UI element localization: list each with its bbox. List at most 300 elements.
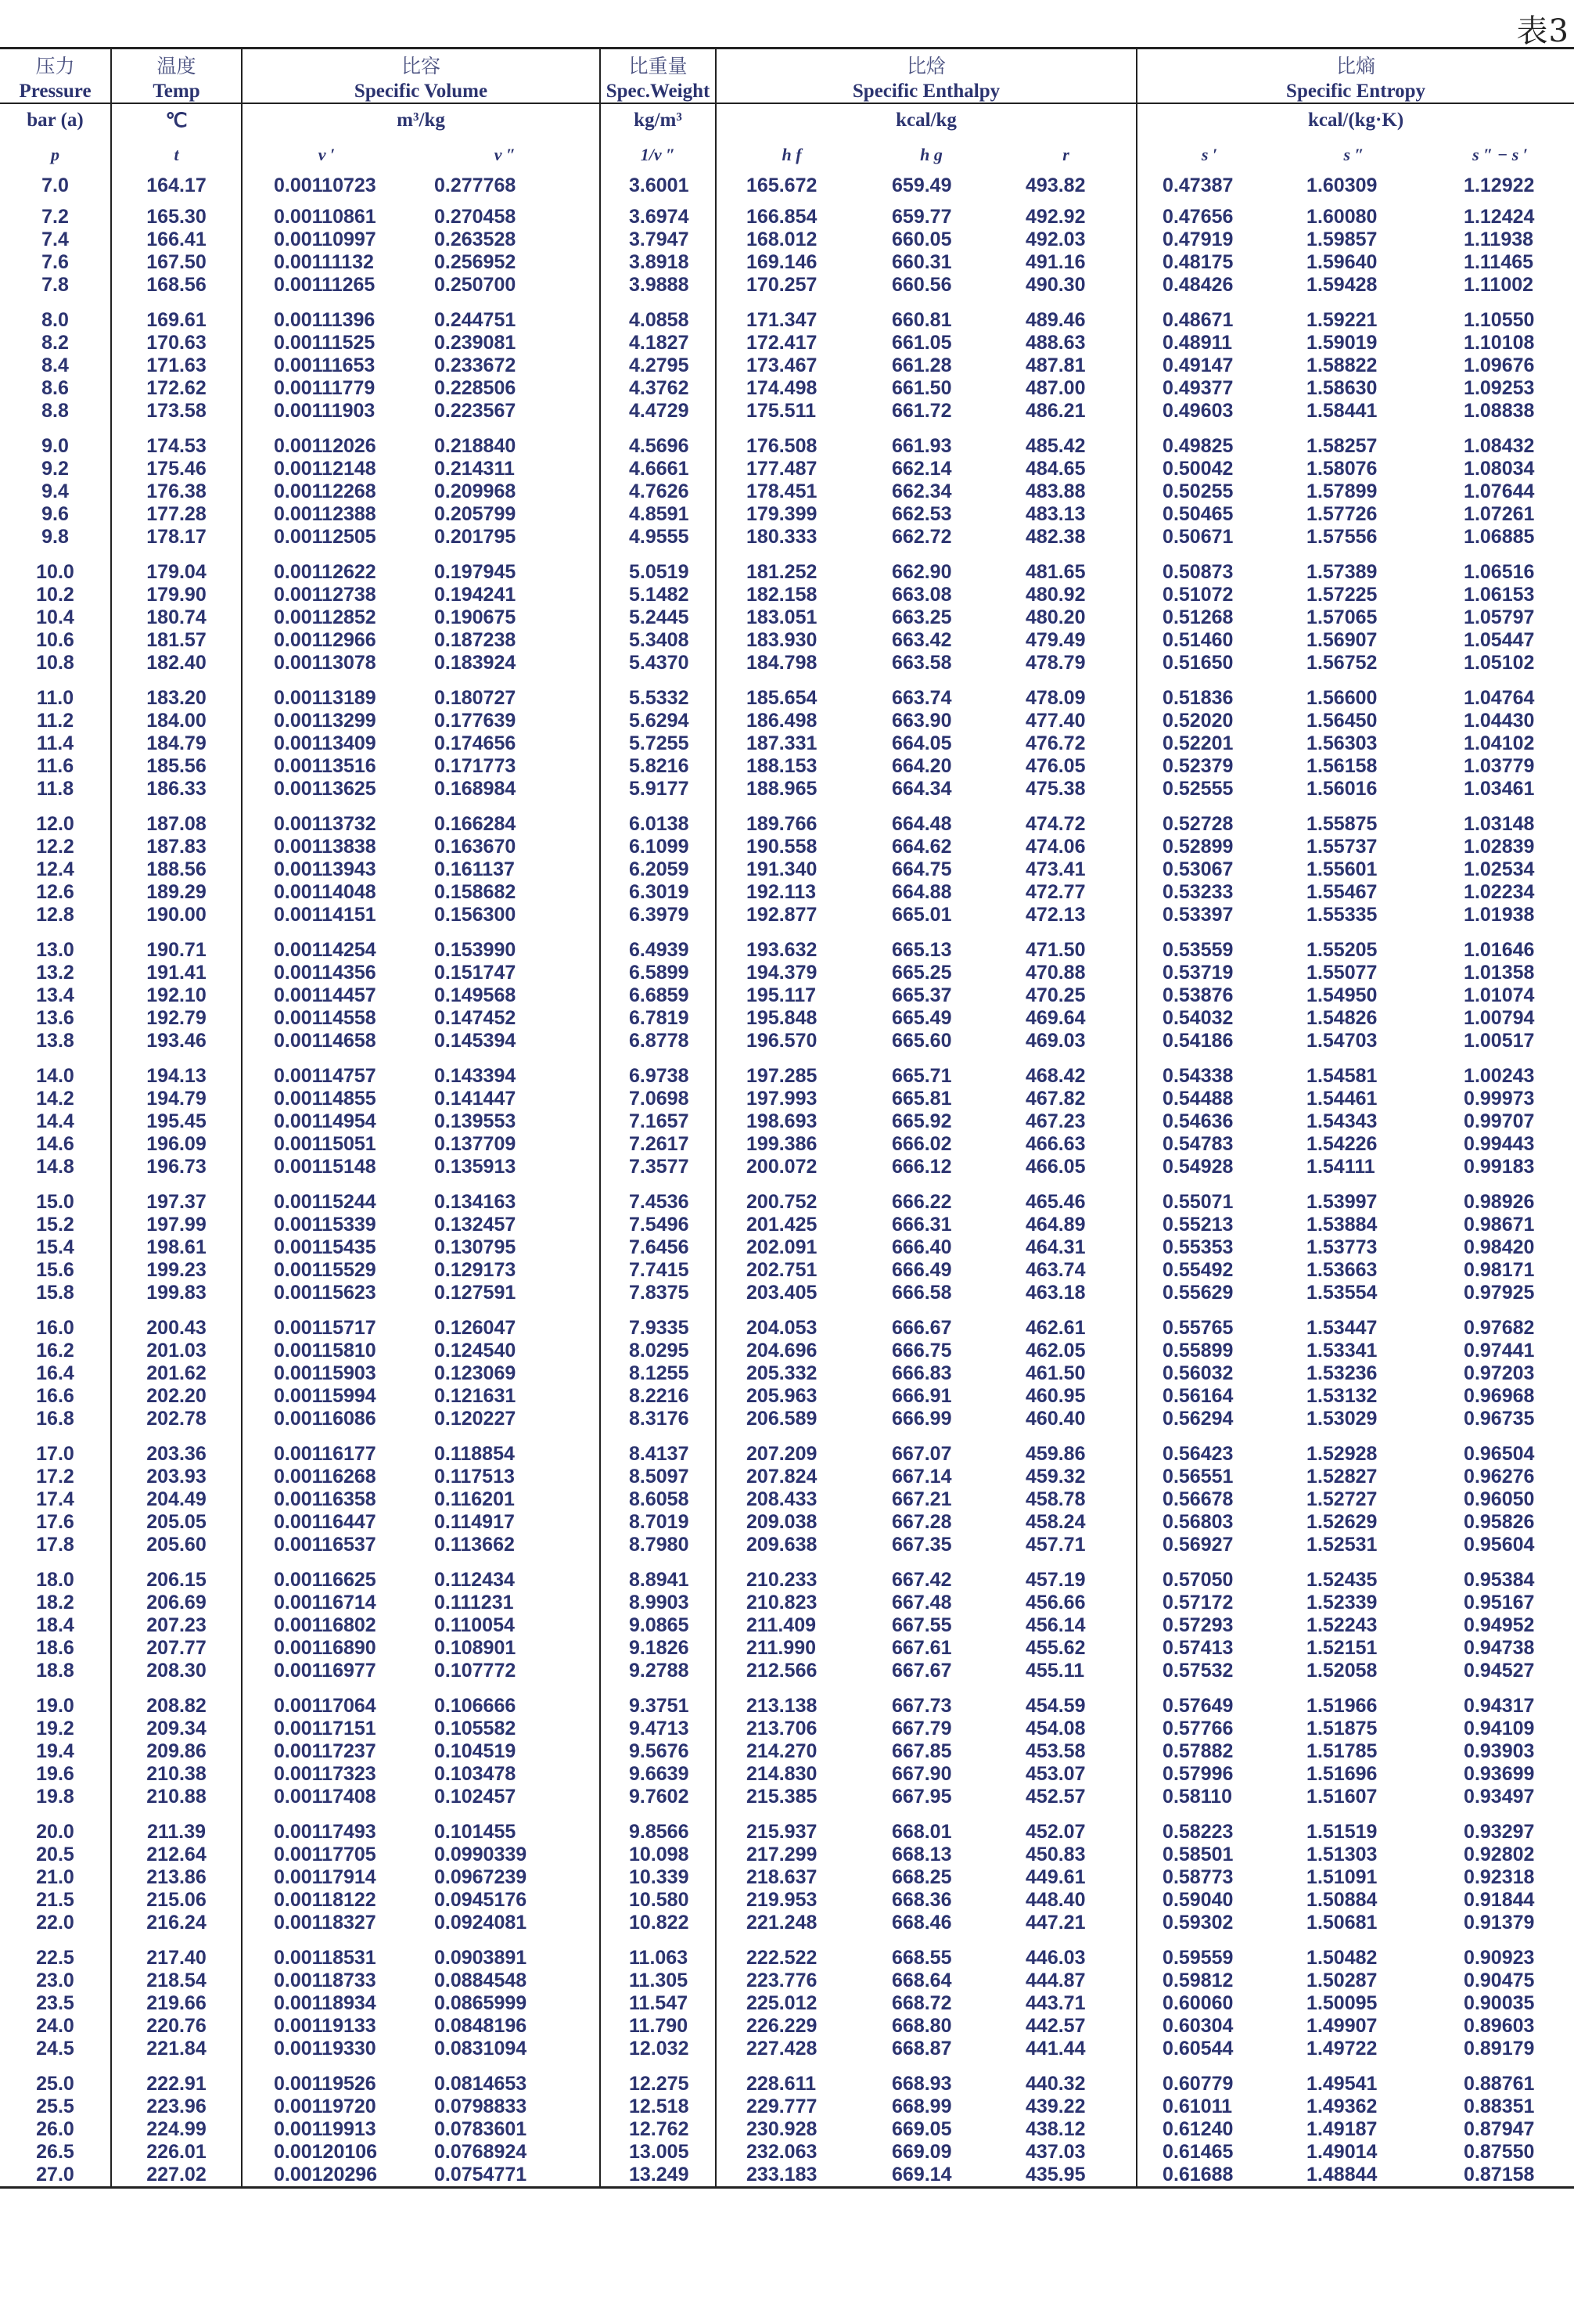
volume-vapor-cell: 0.110054 xyxy=(411,1614,600,1637)
pressure-cell: 10.2 xyxy=(0,584,111,606)
entropy-vapor-cell: 1.51519 xyxy=(1306,1821,1378,1843)
volume-liquid-cell: 0.00116802 xyxy=(274,1614,376,1636)
pressure-cell: 17.8 xyxy=(0,1534,111,1556)
enthalpy-vapor-cell: 664.75 xyxy=(892,858,952,880)
spacer-cell xyxy=(1426,549,1574,561)
pressure-cell: 21.5 xyxy=(0,1889,111,1912)
spacer-cell xyxy=(411,549,600,561)
specific-weight-cell: 12.032 xyxy=(600,2038,716,2060)
temperature-cell: 180.74 xyxy=(111,606,242,629)
entropy-liquid-cell: 0.48175 xyxy=(1163,251,1234,273)
spacer-cell xyxy=(0,1556,111,1569)
pressure-cell: 25.0 xyxy=(0,2073,111,2096)
entropy-vapor-cell: 1.49541 xyxy=(1306,2073,1378,2095)
unit-weight: kg/m³ xyxy=(600,103,716,137)
spacer-cell xyxy=(411,675,600,687)
temperature-cell: 221.84 xyxy=(111,2038,242,2060)
temperature-cell: 209.86 xyxy=(111,1740,242,1763)
volume-liquid-cell: 0.00111653 xyxy=(274,354,376,376)
specific-weight-cell: 11.547 xyxy=(600,1992,716,2015)
specific-weight-cell: 11.790 xyxy=(600,2015,716,2038)
specific-weight-cell: 6.9738 xyxy=(600,1065,716,1088)
entropy-vapor-cell: 1.51966 xyxy=(1306,1695,1378,1717)
volume-vapor-cell: 0.139553 xyxy=(411,1110,600,1133)
table-row xyxy=(0,755,1574,778)
table-row xyxy=(0,1282,1574,1304)
header-enthalpy-cn: 比焓 xyxy=(716,49,1137,81)
enthalpy-liquid-cell: 204.053 xyxy=(746,1317,818,1339)
temperature-cell: 211.39 xyxy=(111,1821,242,1844)
volume-vapor-cell: 0.194241 xyxy=(411,584,600,606)
entropy-liquid-cell: 0.50042 xyxy=(1163,458,1234,480)
spacer-cell xyxy=(1426,1052,1574,1065)
pressure-cell: 11.8 xyxy=(0,778,111,800)
volume-liquid-cell: 0.00115903 xyxy=(274,1362,376,1384)
spacer-cell xyxy=(1137,926,1281,939)
temperature-cell: 201.03 xyxy=(111,1340,242,1362)
enthalpy-vapor-cell: 666.40 xyxy=(892,1236,952,1258)
temperature-cell: 173.58 xyxy=(111,400,242,423)
specific-weight-cell: 12.762 xyxy=(600,2118,716,2141)
specific-weight-cell: 12.275 xyxy=(600,2073,716,2096)
table-row xyxy=(0,1992,1574,2015)
temperature-cell: 202.78 xyxy=(111,1408,242,1430)
pressure-cell: 21.0 xyxy=(0,1866,111,1889)
spacer-cell xyxy=(600,1808,716,1821)
entropy-difference-cell: 0.93699 xyxy=(1464,1763,1535,1785)
spacer-cell xyxy=(111,1682,242,1695)
pressure-cell: 14.8 xyxy=(0,1156,111,1178)
latent-heat-cell: 460.95 xyxy=(996,1385,1137,1408)
latent-heat-cell: 448.40 xyxy=(996,1889,1137,1912)
spacer-cell xyxy=(600,1682,716,1695)
entropy-difference-cell: 1.02534 xyxy=(1464,858,1535,880)
spacer-cell xyxy=(1281,1178,1426,1191)
volume-liquid-cell: 0.00113409 xyxy=(274,732,376,754)
specific-weight-cell: 7.1657 xyxy=(600,1110,716,1133)
spacer-cell xyxy=(111,926,242,939)
latent-heat-cell: 488.63 xyxy=(996,332,1137,354)
entropy-difference-cell: 1.01646 xyxy=(1464,939,1535,961)
entropy-liquid-cell: 0.53233 xyxy=(1163,881,1234,903)
table-row xyxy=(0,1191,1574,1214)
specific-weight-cell: 8.1255 xyxy=(600,1362,716,1385)
table-row xyxy=(0,1534,1574,1556)
specific-weight-cell: 11.305 xyxy=(600,1970,716,1992)
spacer-cell xyxy=(996,1304,1137,1317)
spacer-cell xyxy=(242,1430,411,1443)
volume-liquid-cell: 0.00114757 xyxy=(274,1065,376,1087)
enthalpy-vapor-cell: 662.90 xyxy=(892,561,952,583)
enthalpy-vapor-cell: 660.81 xyxy=(892,309,952,331)
temperature-cell: 202.20 xyxy=(111,1385,242,1408)
entropy-liquid-cell: 0.54032 xyxy=(1163,1007,1234,1029)
volume-liquid-cell: 0.00116714 xyxy=(274,1592,376,1613)
volume-vapor-cell: 0.149568 xyxy=(411,984,600,1007)
volume-vapor-cell: 0.124540 xyxy=(411,1340,600,1362)
entropy-liquid-cell: 0.54783 xyxy=(1163,1133,1234,1155)
pressure-cell: 13.0 xyxy=(0,939,111,962)
table-row xyxy=(0,2038,1574,2060)
spacer-cell xyxy=(1281,297,1426,309)
spacer-cell xyxy=(1137,800,1281,813)
enthalpy-liquid-cell: 172.417 xyxy=(746,332,818,354)
temperature-cell: 188.56 xyxy=(111,858,242,881)
spacer-cell xyxy=(996,800,1137,813)
latent-heat-cell: 487.81 xyxy=(996,354,1137,377)
spacer-cell xyxy=(1281,1556,1426,1569)
spacer-cell xyxy=(0,549,111,561)
enthalpy-liquid-cell: 186.498 xyxy=(746,710,818,732)
latent-heat-cell: 457.19 xyxy=(996,1569,1137,1592)
volume-liquid-cell: 0.00116268 xyxy=(274,1466,376,1488)
temperature-cell: 174.53 xyxy=(111,435,242,458)
entropy-liquid-cell: 0.51836 xyxy=(1163,687,1234,709)
latent-heat-cell: 482.38 xyxy=(996,526,1137,549)
temperature-cell: 165.30 xyxy=(111,206,242,228)
header-weight-cn: 比重量 xyxy=(600,49,716,81)
volume-vapor-cell: 0.0848196 xyxy=(411,2015,600,2038)
latent-heat-cell: 446.03 xyxy=(996,1947,1137,1970)
entropy-difference-cell: 1.09676 xyxy=(1464,354,1535,376)
specific-weight-cell: 3.6974 xyxy=(600,206,716,228)
volume-liquid-cell: 0.00114954 xyxy=(274,1110,376,1132)
volume-vapor-cell: 0.187238 xyxy=(411,629,600,652)
enthalpy-liquid-cell: 178.451 xyxy=(746,480,818,502)
enthalpy-liquid-cell: 166.854 xyxy=(746,206,818,228)
entropy-vapor-cell: 1.52435 xyxy=(1306,1569,1378,1591)
spacer-cell xyxy=(242,800,411,813)
spacer-cell xyxy=(600,1934,716,1947)
specific-weight-cell: 5.4370 xyxy=(600,652,716,675)
spacer-cell xyxy=(411,800,600,813)
enthalpy-liquid-cell: 193.632 xyxy=(746,939,818,961)
spacer-cell xyxy=(0,1808,111,1821)
entropy-difference-cell: 1.03779 xyxy=(1464,755,1535,777)
entropy-vapor-cell: 1.51875 xyxy=(1306,1718,1378,1739)
entropy-difference-cell: 1.11938 xyxy=(1464,228,1534,250)
pressure-cell: 22.5 xyxy=(0,1947,111,1970)
entropy-liquid-cell: 0.55765 xyxy=(1163,1317,1234,1339)
volume-liquid-cell: 0.00112268 xyxy=(274,480,376,502)
specific-weight-cell: 9.4713 xyxy=(600,1718,716,1740)
specific-weight-cell: 9.8566 xyxy=(600,1821,716,1844)
temperature-cell: 227.02 xyxy=(111,2164,242,2188)
entropy-difference-cell: 0.97441 xyxy=(1464,1340,1535,1362)
volume-vapor-cell: 0.118854 xyxy=(411,1443,600,1466)
pressure-cell: 23.0 xyxy=(0,1970,111,1992)
spacer-cell xyxy=(716,1052,867,1065)
spacer-cell xyxy=(242,2060,411,2073)
entropy-difference-cell: 0.90035 xyxy=(1464,1992,1535,2014)
table-row xyxy=(0,1007,1574,1030)
specific-weight-cell: 5.8216 xyxy=(600,755,716,778)
temperature-cell: 172.62 xyxy=(111,377,242,400)
enthalpy-liquid-cell: 183.051 xyxy=(746,606,818,628)
temperature-cell: 185.56 xyxy=(111,755,242,778)
specific-weight-cell: 8.2216 xyxy=(600,1385,716,1408)
volume-vapor-cell: 0.0768924 xyxy=(411,2141,600,2164)
enthalpy-liquid-cell: 205.332 xyxy=(746,1362,818,1384)
latent-heat-cell: 481.65 xyxy=(996,561,1137,584)
temperature-cell: 187.83 xyxy=(111,836,242,858)
spacer-cell xyxy=(1137,1682,1281,1695)
enthalpy-vapor-cell: 664.62 xyxy=(892,836,952,858)
table-row xyxy=(0,1718,1574,1740)
entropy-difference-cell: 0.99707 xyxy=(1464,1110,1535,1132)
spacer-cell xyxy=(1281,423,1426,435)
spacer-cell xyxy=(716,2060,867,2073)
spacer-cell xyxy=(1281,1052,1426,1065)
latent-heat-cell: 485.42 xyxy=(996,435,1137,458)
pressure-cell: 19.4 xyxy=(0,1740,111,1763)
volume-liquid-cell: 0.00116537 xyxy=(274,1534,376,1556)
table-header xyxy=(0,49,1574,166)
specific-weight-cell: 6.6859 xyxy=(600,984,716,1007)
volume-liquid-cell: 0.00117705 xyxy=(274,1844,376,1865)
spacer-cell xyxy=(996,926,1137,939)
spacer-cell xyxy=(867,926,996,939)
entropy-liquid-cell: 0.60544 xyxy=(1163,2038,1234,2060)
spacer-cell xyxy=(0,675,111,687)
enthalpy-liquid-cell: 187.331 xyxy=(746,732,818,754)
pressure-cell: 14.2 xyxy=(0,1088,111,1110)
pressure-cell: 9.4 xyxy=(0,480,111,503)
header-volume-cn: 比容 xyxy=(242,49,600,81)
volume-vapor-cell: 0.127591 xyxy=(411,1282,600,1304)
enthalpy-vapor-cell: 662.72 xyxy=(892,526,952,548)
pressure-cell: 18.4 xyxy=(0,1614,111,1637)
enthalpy-vapor-cell: 665.13 xyxy=(892,939,952,961)
temperature-cell: 199.23 xyxy=(111,1259,242,1282)
entropy-difference-cell: 0.92318 xyxy=(1464,1866,1535,1888)
entropy-difference-cell: 1.07261 xyxy=(1464,503,1535,525)
entropy-vapor-cell: 1.53773 xyxy=(1306,1236,1378,1258)
entropy-difference-cell: 0.96276 xyxy=(1464,1466,1535,1488)
temperature-cell: 210.88 xyxy=(111,1786,242,1808)
entropy-liquid-cell: 0.56803 xyxy=(1163,1511,1234,1533)
table-row xyxy=(0,1088,1574,1110)
table-row xyxy=(0,1889,1574,1912)
temperature-cell: 206.15 xyxy=(111,1569,242,1592)
enthalpy-vapor-cell: 663.90 xyxy=(892,710,952,732)
specific-weight-cell: 5.3408 xyxy=(600,629,716,652)
specific-weight-cell: 7.9335 xyxy=(600,1317,716,1340)
specific-weight-cell: 7.2617 xyxy=(600,1133,716,1156)
spacer-cell xyxy=(867,800,996,813)
enthalpy-liquid-cell: 196.570 xyxy=(746,1030,818,1052)
table-row xyxy=(0,165,1574,206)
latent-heat-cell: 483.13 xyxy=(996,503,1137,526)
spacer-cell xyxy=(411,297,600,309)
spacer-cell xyxy=(111,2060,242,2073)
entropy-liquid-cell: 0.57532 xyxy=(1163,1660,1234,1682)
pressure-cell: 13.4 xyxy=(0,984,111,1007)
pressure-cell: 8.8 xyxy=(0,400,111,423)
spacer-cell xyxy=(716,1430,867,1443)
spacer-cell xyxy=(1137,1304,1281,1317)
pressure-cell: 13.6 xyxy=(0,1007,111,1030)
volume-liquid-cell: 0.00118122 xyxy=(274,1889,376,1911)
enthalpy-liquid-cell: 202.751 xyxy=(746,1259,818,1281)
pressure-cell: 12.0 xyxy=(0,813,111,836)
enthalpy-vapor-cell: 667.07 xyxy=(892,1443,952,1465)
pressure-cell: 13.2 xyxy=(0,962,111,984)
latent-heat-cell: 449.61 xyxy=(996,1866,1137,1889)
latent-heat-cell: 468.42 xyxy=(996,1065,1137,1088)
unit-enthalpy: kcal/kg xyxy=(716,103,1137,137)
latent-heat-cell: 442.57 xyxy=(996,2015,1137,2038)
enthalpy-liquid-cell: 209.038 xyxy=(746,1511,818,1533)
latent-heat-cell: 454.08 xyxy=(996,1718,1137,1740)
temperature-cell: 193.46 xyxy=(111,1030,242,1052)
volume-vapor-cell: 0.105582 xyxy=(411,1718,600,1740)
enthalpy-vapor-cell: 667.67 xyxy=(892,1660,952,1682)
spacer-cell xyxy=(0,1304,111,1317)
pressure-cell: 8.6 xyxy=(0,377,111,400)
volume-liquid-cell: 0.00117914 xyxy=(274,1866,376,1888)
volume-liquid-cell: 0.00111779 xyxy=(274,377,376,399)
entropy-liquid-cell: 0.53876 xyxy=(1163,984,1234,1006)
volume-liquid-cell: 0.00115717 xyxy=(274,1317,376,1339)
table-row xyxy=(0,606,1574,629)
entropy-liquid-cell: 0.57766 xyxy=(1163,1718,1234,1739)
temperature-cell: 169.61 xyxy=(111,309,242,332)
entropy-vapor-cell: 1.53132 xyxy=(1306,1385,1378,1407)
volume-vapor-cell: 0.107772 xyxy=(411,1660,600,1682)
enthalpy-vapor-cell: 667.61 xyxy=(892,1637,952,1659)
pressure-cell: 16.4 xyxy=(0,1362,111,1385)
entropy-difference-cell: 0.94109 xyxy=(1464,1718,1535,1739)
enthalpy-liquid-cell: 176.508 xyxy=(746,435,818,457)
enthalpy-liquid-cell: 195.848 xyxy=(746,1007,818,1029)
enthalpy-vapor-cell: 668.72 xyxy=(892,1992,952,2014)
volume-vapor-cell: 0.145394 xyxy=(411,1030,600,1052)
volume-liquid-cell: 0.00115994 xyxy=(274,1385,376,1407)
specific-weight-cell: 4.7626 xyxy=(600,480,716,503)
spacer-cell xyxy=(996,549,1137,561)
spacer-cell xyxy=(867,1934,996,1947)
header-temp-cn: 温度 xyxy=(111,49,242,81)
table-row xyxy=(0,687,1574,710)
header-entropy-cn: 比熵 xyxy=(1336,55,1376,77)
enthalpy-liquid-cell: 165.672 xyxy=(746,174,818,196)
entropy-vapor-cell: 1.56752 xyxy=(1306,652,1378,674)
temperature-cell: 196.09 xyxy=(111,1133,242,1156)
volume-vapor-cell: 0.218840 xyxy=(411,435,600,458)
volume-liquid-cell: 0.00116625 xyxy=(274,1569,376,1591)
spacer-cell xyxy=(600,297,716,309)
volume-vapor-cell: 0.151747 xyxy=(411,962,600,984)
latent-heat-cell: 477.40 xyxy=(996,710,1137,732)
entropy-liquid-cell: 0.51268 xyxy=(1163,606,1234,628)
entropy-difference-cell: 0.89179 xyxy=(1464,2038,1535,2060)
header-pressure-cn: 压力 xyxy=(0,49,111,81)
enthalpy-vapor-cell: 666.22 xyxy=(892,1191,952,1213)
entropy-difference-cell: 1.06516 xyxy=(1464,561,1535,583)
enthalpy-vapor-cell: 666.49 xyxy=(892,1259,952,1281)
volume-vapor-cell: 0.201795 xyxy=(411,526,600,549)
latent-heat-cell: 487.00 xyxy=(996,377,1137,400)
entropy-difference-cell: 0.88761 xyxy=(1464,2073,1535,2095)
entropy-vapor-cell: 1.53884 xyxy=(1306,1214,1378,1236)
entropy-difference-cell: 0.94738 xyxy=(1464,1637,1535,1659)
table-row xyxy=(0,274,1574,297)
enthalpy-vapor-cell: 665.37 xyxy=(892,984,952,1006)
entropy-vapor-cell: 1.50884 xyxy=(1306,1889,1378,1911)
latent-heat-cell: 465.46 xyxy=(996,1191,1137,1214)
table-row xyxy=(0,1259,1574,1282)
specific-weight-cell: 4.8591 xyxy=(600,503,716,526)
spacer-cell xyxy=(996,1178,1137,1191)
pressure-cell: 11.4 xyxy=(0,732,111,755)
table-row xyxy=(0,1110,1574,1133)
table-row xyxy=(0,1317,1574,1340)
spacer-cell xyxy=(242,926,411,939)
temperature-cell: 203.93 xyxy=(111,1466,242,1488)
table-row xyxy=(0,836,1574,858)
entropy-liquid-cell: 0.54636 xyxy=(1163,1110,1234,1132)
temperature-cell: 182.40 xyxy=(111,652,242,675)
group-spacer xyxy=(0,1178,1574,1191)
spacer-cell xyxy=(716,1556,867,1569)
spacer-cell xyxy=(111,1304,242,1317)
enthalpy-liquid-cell: 217.299 xyxy=(746,1844,818,1865)
table-row xyxy=(0,710,1574,732)
symbol-s-prime: s ′ xyxy=(1201,145,1218,164)
latent-heat-cell: 490.30 xyxy=(996,274,1137,297)
spacer-cell xyxy=(1281,675,1426,687)
volume-liquid-cell: 0.00110861 xyxy=(274,206,376,228)
volume-vapor-cell: 0.126047 xyxy=(411,1317,600,1340)
temperature-cell: 222.91 xyxy=(111,2073,242,2096)
entropy-liquid-cell: 0.56294 xyxy=(1163,1408,1234,1430)
pressure-cell: 8.0 xyxy=(0,309,111,332)
latent-heat-cell: 472.77 xyxy=(996,881,1137,904)
volume-liquid-cell: 0.00114855 xyxy=(274,1088,376,1110)
spacer-cell xyxy=(0,423,111,435)
entropy-liquid-cell: 0.54338 xyxy=(1163,1065,1234,1087)
enthalpy-vapor-cell: 664.34 xyxy=(892,778,952,800)
specific-weight-cell: 9.2788 xyxy=(600,1660,716,1682)
spacer-cell xyxy=(111,675,242,687)
temperature-cell: 167.50 xyxy=(111,251,242,274)
enthalpy-vapor-cell: 664.05 xyxy=(892,732,952,754)
enthalpy-vapor-cell: 665.71 xyxy=(892,1065,952,1087)
entropy-liquid-cell: 0.54186 xyxy=(1163,1030,1234,1052)
entropy-difference-cell: 1.01938 xyxy=(1464,904,1535,926)
pressure-cell: 19.6 xyxy=(0,1763,111,1786)
spacer-cell xyxy=(242,675,411,687)
spacer-cell xyxy=(867,1304,996,1317)
specific-weight-cell: 5.6294 xyxy=(600,710,716,732)
spacer-cell xyxy=(1281,549,1426,561)
specific-weight-cell: 7.8375 xyxy=(600,1282,716,1304)
temperature-cell: 209.34 xyxy=(111,1718,242,1740)
spacer-cell xyxy=(111,1178,242,1191)
entropy-liquid-cell: 0.58223 xyxy=(1163,1821,1234,1843)
entropy-vapor-cell: 1.49362 xyxy=(1306,2096,1378,2117)
entropy-liquid-cell: 0.52555 xyxy=(1163,778,1234,800)
entropy-liquid-cell: 0.60304 xyxy=(1163,2015,1234,2037)
entropy-vapor-cell: 1.53236 xyxy=(1306,1362,1378,1384)
latent-heat-cell: 476.05 xyxy=(996,755,1137,778)
volume-vapor-cell: 0.0754771 xyxy=(411,2164,600,2188)
latent-heat-cell: 474.06 xyxy=(996,836,1137,858)
latent-heat-cell: 467.82 xyxy=(996,1088,1137,1110)
entropy-difference-cell: 1.00243 xyxy=(1464,1065,1535,1087)
enthalpy-vapor-cell: 665.49 xyxy=(892,1007,952,1029)
